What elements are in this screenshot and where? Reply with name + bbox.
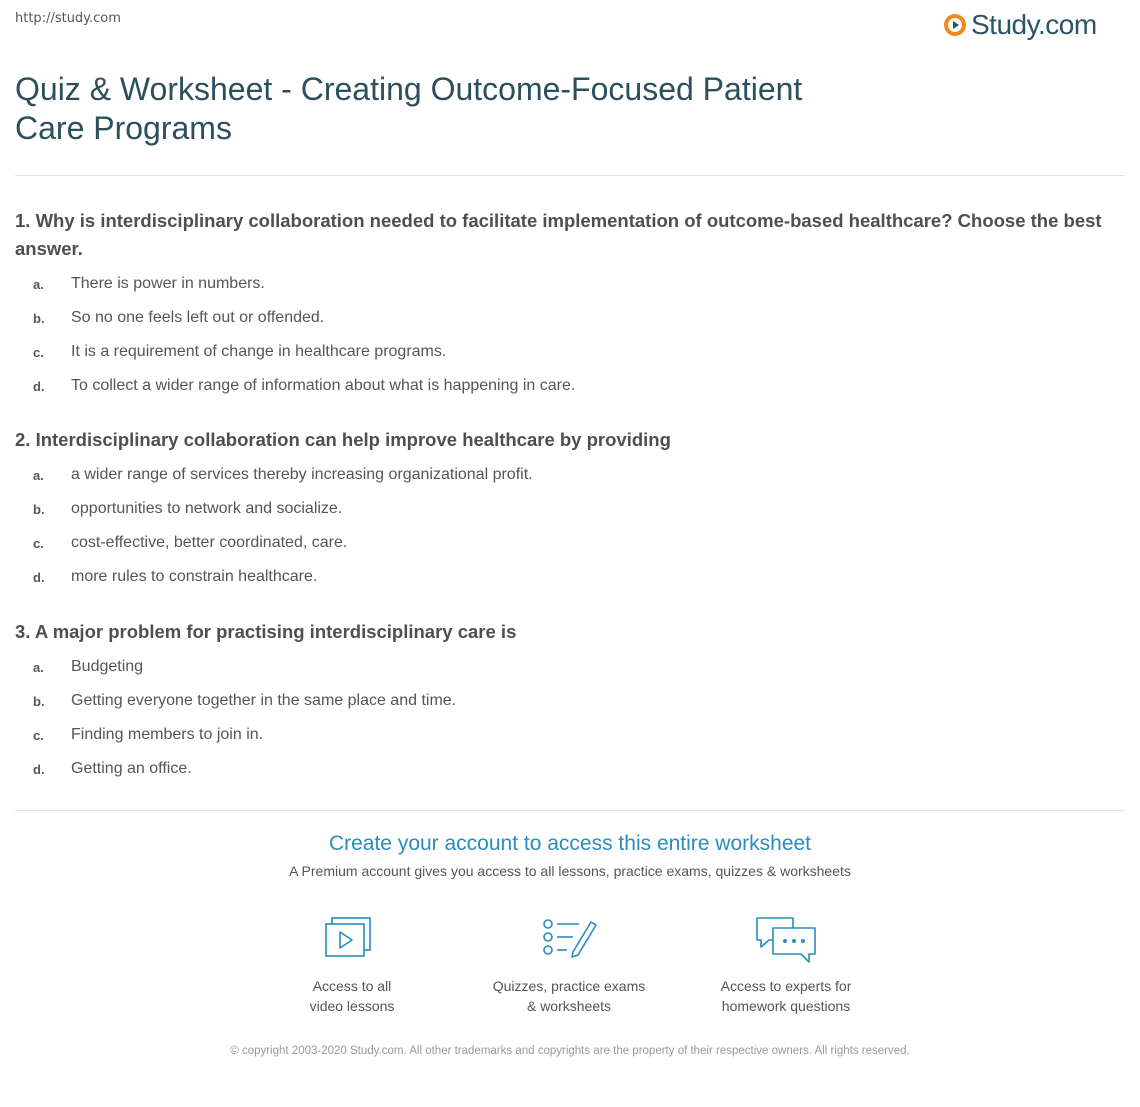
answer-option xyxy=(15,560,1125,594)
answer-option xyxy=(15,301,1125,335)
divider xyxy=(15,175,1125,176)
copyright-notice: © copyright 2003-2020 Study.com. All other trademarks and copyrights are the property of their respective owners. All rights reserved. xyxy=(230,1045,910,1057)
option-text: opportunities to network and socialize. xyxy=(71,500,343,517)
question-1 xyxy=(15,207,1125,403)
option-text: Getting an office. xyxy=(71,760,192,777)
question-text: 2. Interdisciplinary collaboration can help improve healthcare by providing xyxy=(15,429,671,450)
option-letter: c. xyxy=(33,344,44,360)
feature-video-lessons xyxy=(252,914,452,1016)
play-logo-icon xyxy=(944,14,966,36)
answer-option xyxy=(15,492,1125,526)
quiz-checklist-icon xyxy=(539,914,599,966)
logo-text: Study.com xyxy=(971,9,1097,40)
question-text: 1. Why is interdisciplinary collaboration needed to facilitate implementation of outcome-based healthcare? Choose the best answer. xyxy=(15,210,1102,259)
chat-bubbles-icon xyxy=(753,914,819,966)
option-letter: d. xyxy=(33,761,45,777)
page-url: http://study.com xyxy=(15,11,121,26)
option-letter: d. xyxy=(33,378,45,394)
option-text: So no one feels left out or offended. xyxy=(71,309,325,326)
option-text: Budgeting xyxy=(71,658,144,675)
feature-label: Quizzes, practice exams & worksheets xyxy=(492,978,646,1014)
answer-list xyxy=(15,458,1125,594)
answer-list xyxy=(15,650,1125,786)
feature-experts xyxy=(686,914,886,1016)
page-title: Quiz & Worksheet - Creating Outcome-Focused Patient Care Programs xyxy=(15,71,803,146)
option-text: Getting everyone together in the same place and time. xyxy=(71,692,457,709)
option-text: It is a requirement of change in healthcare programs. xyxy=(71,343,447,360)
option-text: Finding members to join in. xyxy=(71,726,264,743)
feature-quizzes xyxy=(469,914,669,1016)
answer-option xyxy=(15,650,1125,684)
premium-description: A Premium account gives you access to all lessons, practice exams, quizzes & worksheets xyxy=(289,863,851,879)
answer-option xyxy=(15,267,1125,301)
question-text: 3. A major problem for practising interdisciplinary care is xyxy=(15,621,517,642)
answer-option xyxy=(15,335,1125,369)
option-letter: a. xyxy=(33,467,44,483)
answer-list xyxy=(15,267,1125,403)
answer-option xyxy=(15,718,1125,752)
answer-option xyxy=(15,526,1125,560)
option-letter: a. xyxy=(33,659,44,675)
answer-option xyxy=(15,369,1125,403)
feature-label: Access to experts for homework questions xyxy=(720,978,852,1014)
option-text: a wider range of services thereby increasing organizational profit. xyxy=(71,466,533,483)
question-3 xyxy=(15,618,1125,786)
option-letter: b. xyxy=(33,310,45,326)
answer-option xyxy=(15,684,1125,718)
option-text: There is power in numbers. xyxy=(71,275,265,292)
option-text: more rules to constrain healthcare. xyxy=(71,568,318,585)
option-letter: b. xyxy=(33,501,45,517)
answer-option xyxy=(15,458,1125,492)
option-text: cost-effective, better coordinated, care. xyxy=(71,534,348,551)
divider xyxy=(15,810,1125,811)
answer-option xyxy=(15,752,1125,786)
question-2 xyxy=(15,426,1125,594)
option-letter: c. xyxy=(33,727,44,743)
study-logo[interactable] xyxy=(944,8,1097,42)
option-letter: b. xyxy=(33,693,45,709)
option-letter: a. xyxy=(33,276,44,292)
feature-label: Access to all video lessons xyxy=(309,978,395,1014)
option-text: To collect a wider range of information about what is happening in care. xyxy=(71,377,576,394)
video-lessons-icon xyxy=(322,914,382,966)
option-letter: d. xyxy=(33,569,45,585)
create-account-link[interactable]: Create your account to access this entire worksheet xyxy=(328,832,812,855)
option-letter: c. xyxy=(33,535,44,551)
